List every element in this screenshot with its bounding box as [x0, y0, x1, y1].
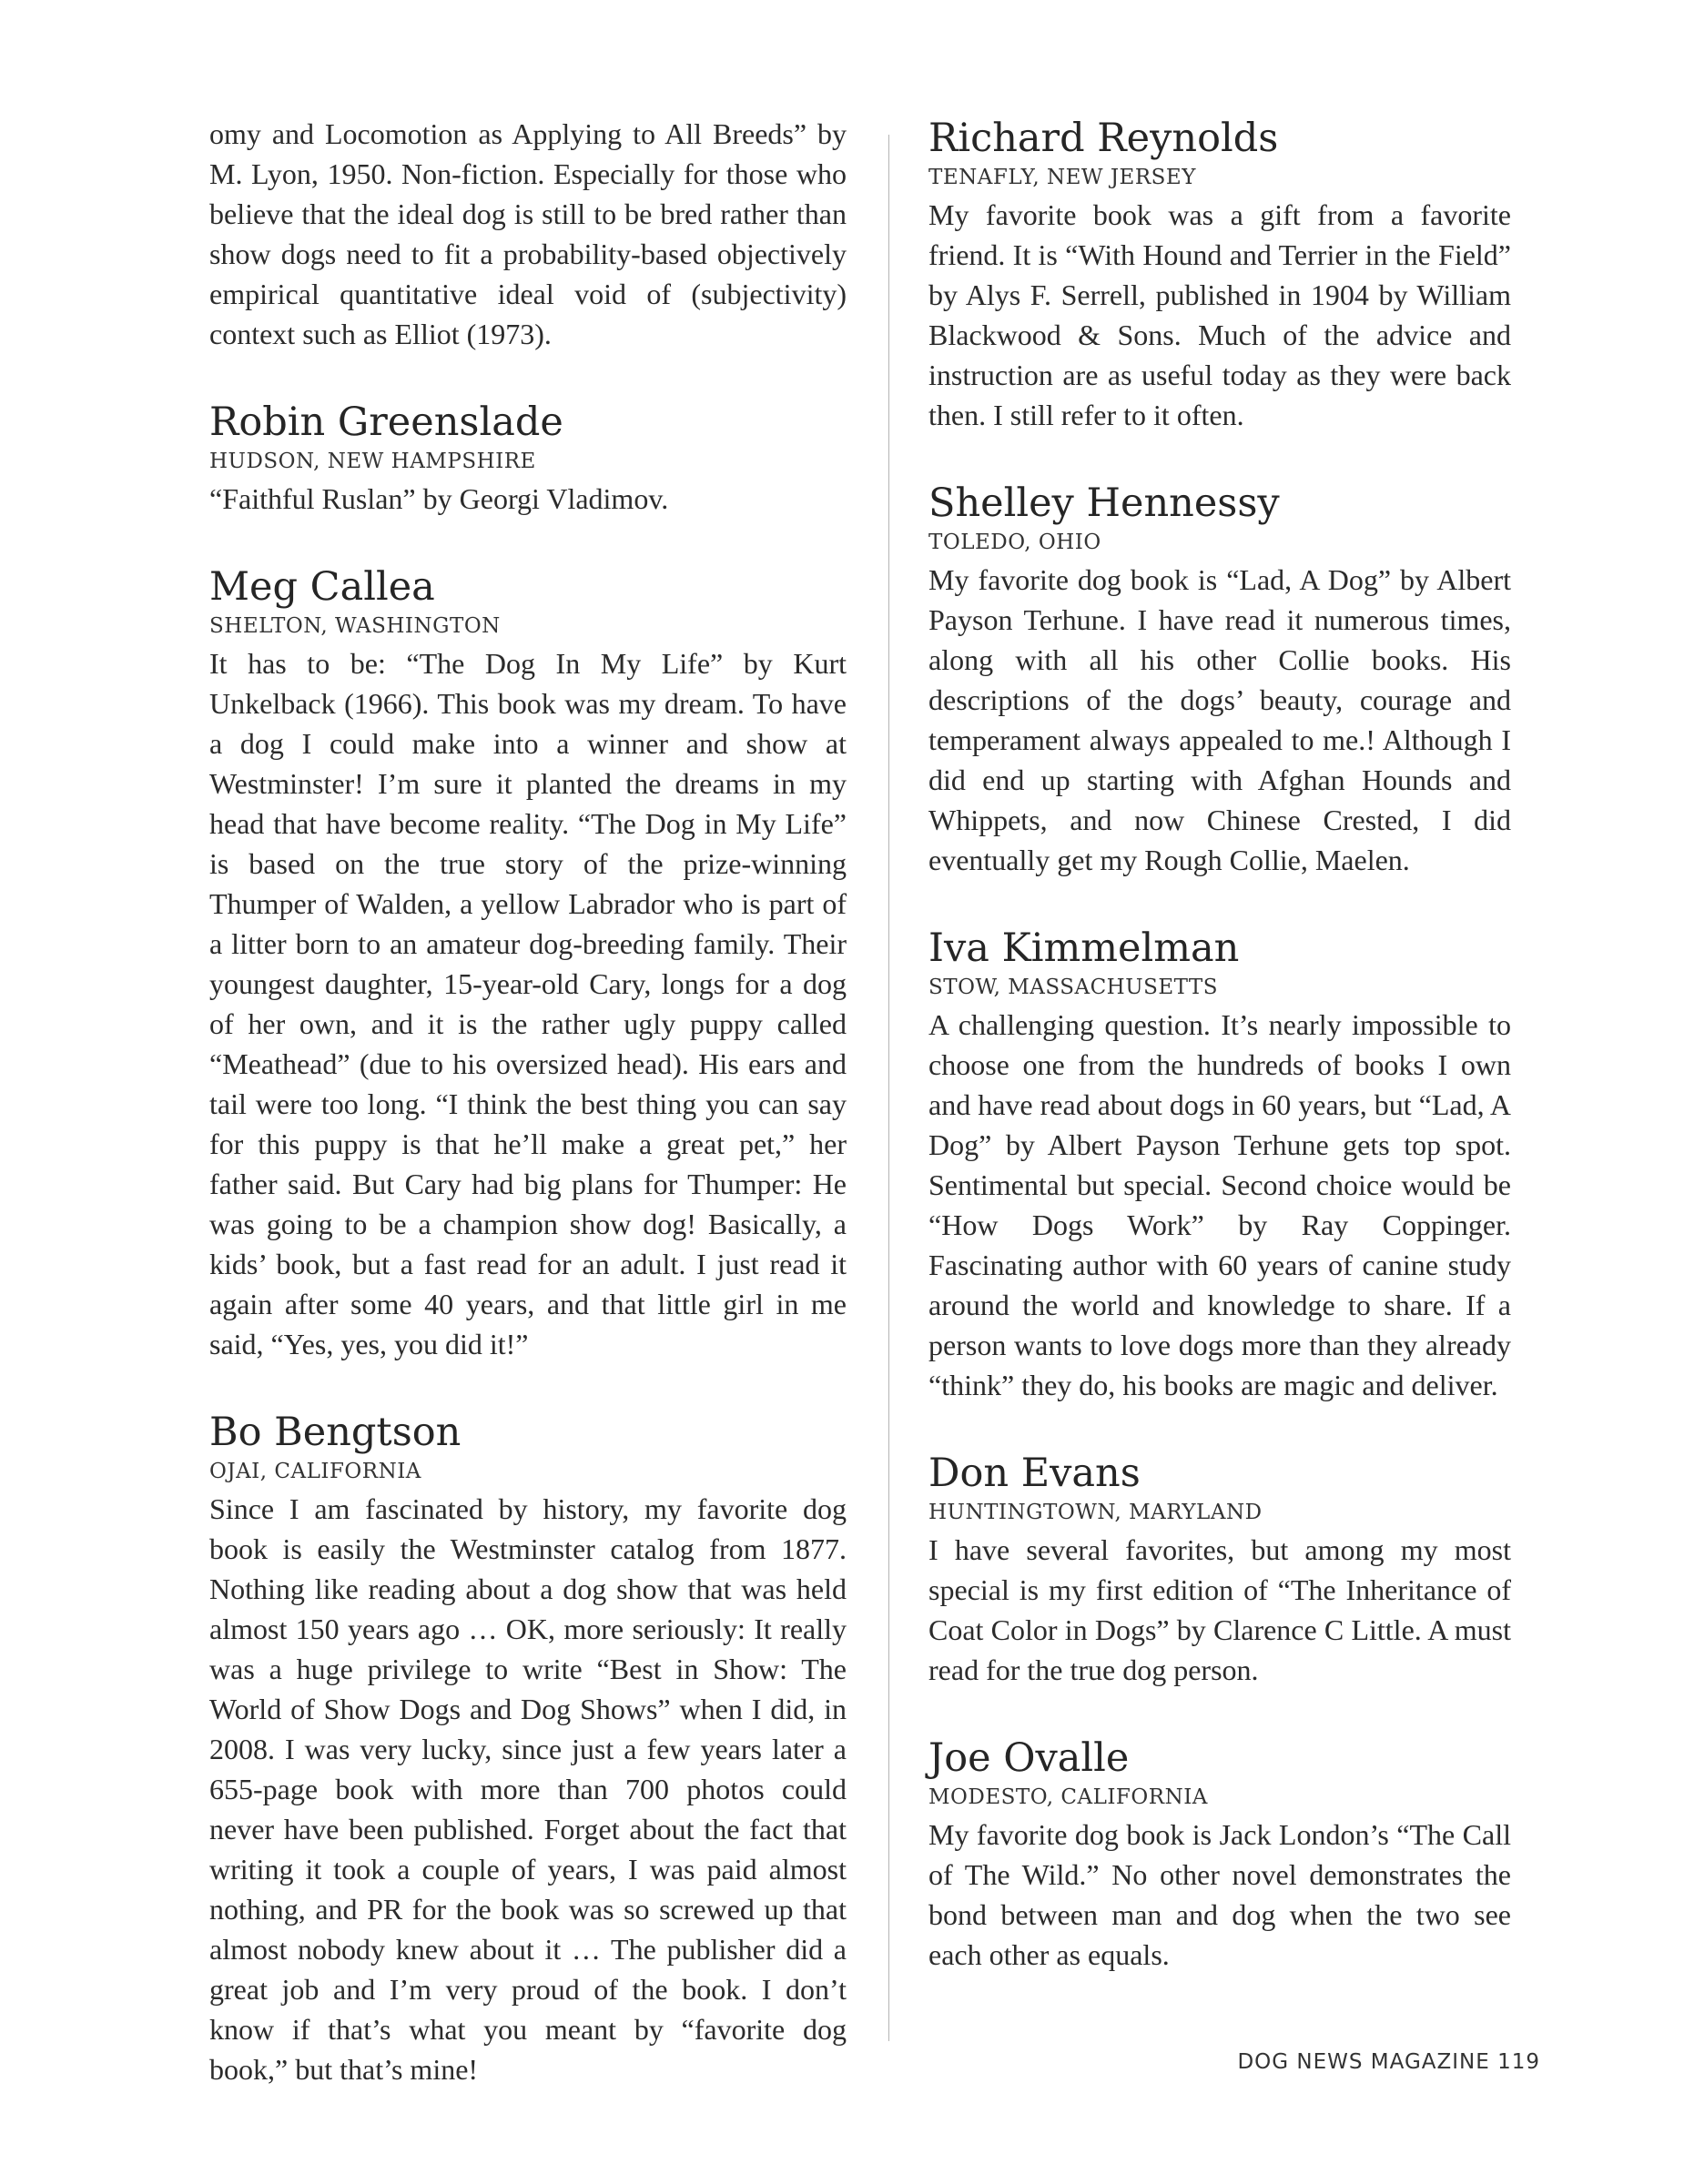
column-divider [888, 135, 889, 2041]
entry-name: Shelley Hennessy [928, 480, 1280, 526]
left-column [209, 114, 847, 2133]
entry-location: TENAFLY, NEW JERSEY [928, 166, 1196, 189]
entry-location: HUDSON, NEW HAMPSHIRE [209, 450, 536, 473]
entry-richard-reynolds [928, 114, 1511, 435]
entry-location: SHELTON, WASHINGTON [209, 614, 501, 638]
entry-location: OJAI, CALIFORNIA [209, 1460, 421, 1483]
right-column [928, 114, 1511, 2018]
entry-location: TOLEDO, OHIO [928, 531, 1101, 554]
entry-location: STOW, MASSACHUSETTS [928, 976, 1219, 999]
entry-name: Joe Ovalle [928, 1735, 1130, 1781]
entry-text: It has to be: “The Dog In My Life” by Kurt Unkelback (1966). This book was my dream. To have a dog I could make into a winner and show at Westminster! I’m sure it planted the dreams in my head that have become reality. “The Dog in My Life” is based on the true story of the prize-winning Thumper of Walden, a yellow Labrador who is part of a litter born to an amateur dog-breeding family. Their youngest daughter, 15-year-old Cary, longs for a dog of her own, and it is the rather ugly puppy called “Meathead” (due to his oversized head). His ears and tail were too long. “I think the best thing you can say for this puppy is that he’ll make a great pet,” her father said. But Cary had big plans for Thumper: He was going to be a champion show dog! Basically, a kids’ book, but a fast read for an adult. I just read it again after some 40 years, and that little girl in me said, “Yes, yes, you did it!” [209, 647, 847, 1360]
page-footer: DOG NEWS MAGAZINE 119 [1237, 2050, 1540, 2074]
entry-text: A challenging question. It’s nearly impossible to choose one from the hundreds of books I own and have read about dogs in 60 years, but “Lad, A Dog” by Albert Payson Terhune gets top spot. Sentimental but special. Second choice would be “How Dogs Work” by Ray Coppinger. Fascinating author with 60 years of canine study around the world and knowledge to share. If a person wants to love dogs more than they already “think” they do, his books are magic and deliver. [928, 1008, 1511, 1401]
entry-text: Since I am fascinated by history, my favorite dog book is easily the Westminster catalog from 1877. Nothing like reading about a dog show that was held almost 150 years ago … OK, more seriously: It really was a huge privilege to write “Best in Show: The World of Show Dogs and Dog Shows” when I did, in 2008. I was very lucky, since just a few years later a 655-page book with more than 700 photos could never have been published. Forget about the fact that writing it took a couple of years, I was paid almost nothing, and PR for the book was so screwed up that almost nobody knew about it … The publisher did a great job and I’m very proud of the book. I don’t know if that’s what you meant by “favorite dog book,” but that’s mine! [209, 1492, 847, 2086]
entry-location: MODESTO, CALIFORNIA [928, 1785, 1208, 1809]
entry-robin-greenslade [209, 398, 847, 519]
entry-location: HUNTINGTOWN, MARYLAND [928, 1501, 1263, 1524]
entry-iva-kimmelman [928, 924, 1511, 1405]
entry-name: Meg Callea [209, 564, 435, 610]
entry-name: Richard Reynolds [928, 116, 1279, 161]
entry-shelley-hennessy [928, 479, 1511, 880]
entry-text: My favorite book was a gift from a favorite friend. It is “With Hound and Terrier in the Field” by Alys F. Serrell, published in 1904 by William Blackwood & Sons. Much of the advice and instruction are as useful today as they were back then. I still refer to it often. [928, 198, 1511, 431]
entry-name: Don Evans [928, 1451, 1141, 1496]
entry-name: Bo Bengtson [209, 1410, 462, 1455]
entry-text: My favorite dog book is Jack London’s “The Call of The Wild.” No other novel demonstrates the bond between man and dog when the two see each other as equals. [928, 1818, 1511, 1971]
entry-name: Iva Kimmelman [928, 925, 1240, 971]
entry-text: omy and Locomotion as Applying to All Breeds” by M. Lyon, 1950. Non-fiction. Especially for those who believe that the ideal dog is still to be bred rather than show dogs need to fit a probability-based objectively empirical quantitative ideal void of (subjectivity) context such as Elliot (1973). [209, 117, 847, 350]
entry-meg-callea [209, 562, 847, 1364]
continued-entry [209, 114, 847, 354]
entry-text: “Faithful Ruslan” by Georgi Vladimov. [209, 482, 669, 515]
entry-bo-bengtson [209, 1408, 847, 2089]
entry-joe-ovalle [928, 1734, 1511, 1975]
entry-don-evans [928, 1449, 1511, 1690]
entry-name: Robin Greenslade [209, 399, 563, 445]
entry-text: I have several favorites, but among my most special is my first edition of “The Inheritance of Coat Color in Dogs” by Clarence C Little. A must read for the true dog person. [928, 1533, 1511, 1686]
entry-text: My favorite dog book is “Lad, A Dog” by Albert Payson Terhune. I have read it numerous times, along with all his other Collie books. His descriptions of the dogs’ beauty, courage and temperament always appealed to me.! Although I did end up starting with Afghan Hounds and Whippets, and now Chinese Crested, I did eventually get my Rough Collie, Maelen. [928, 563, 1511, 876]
